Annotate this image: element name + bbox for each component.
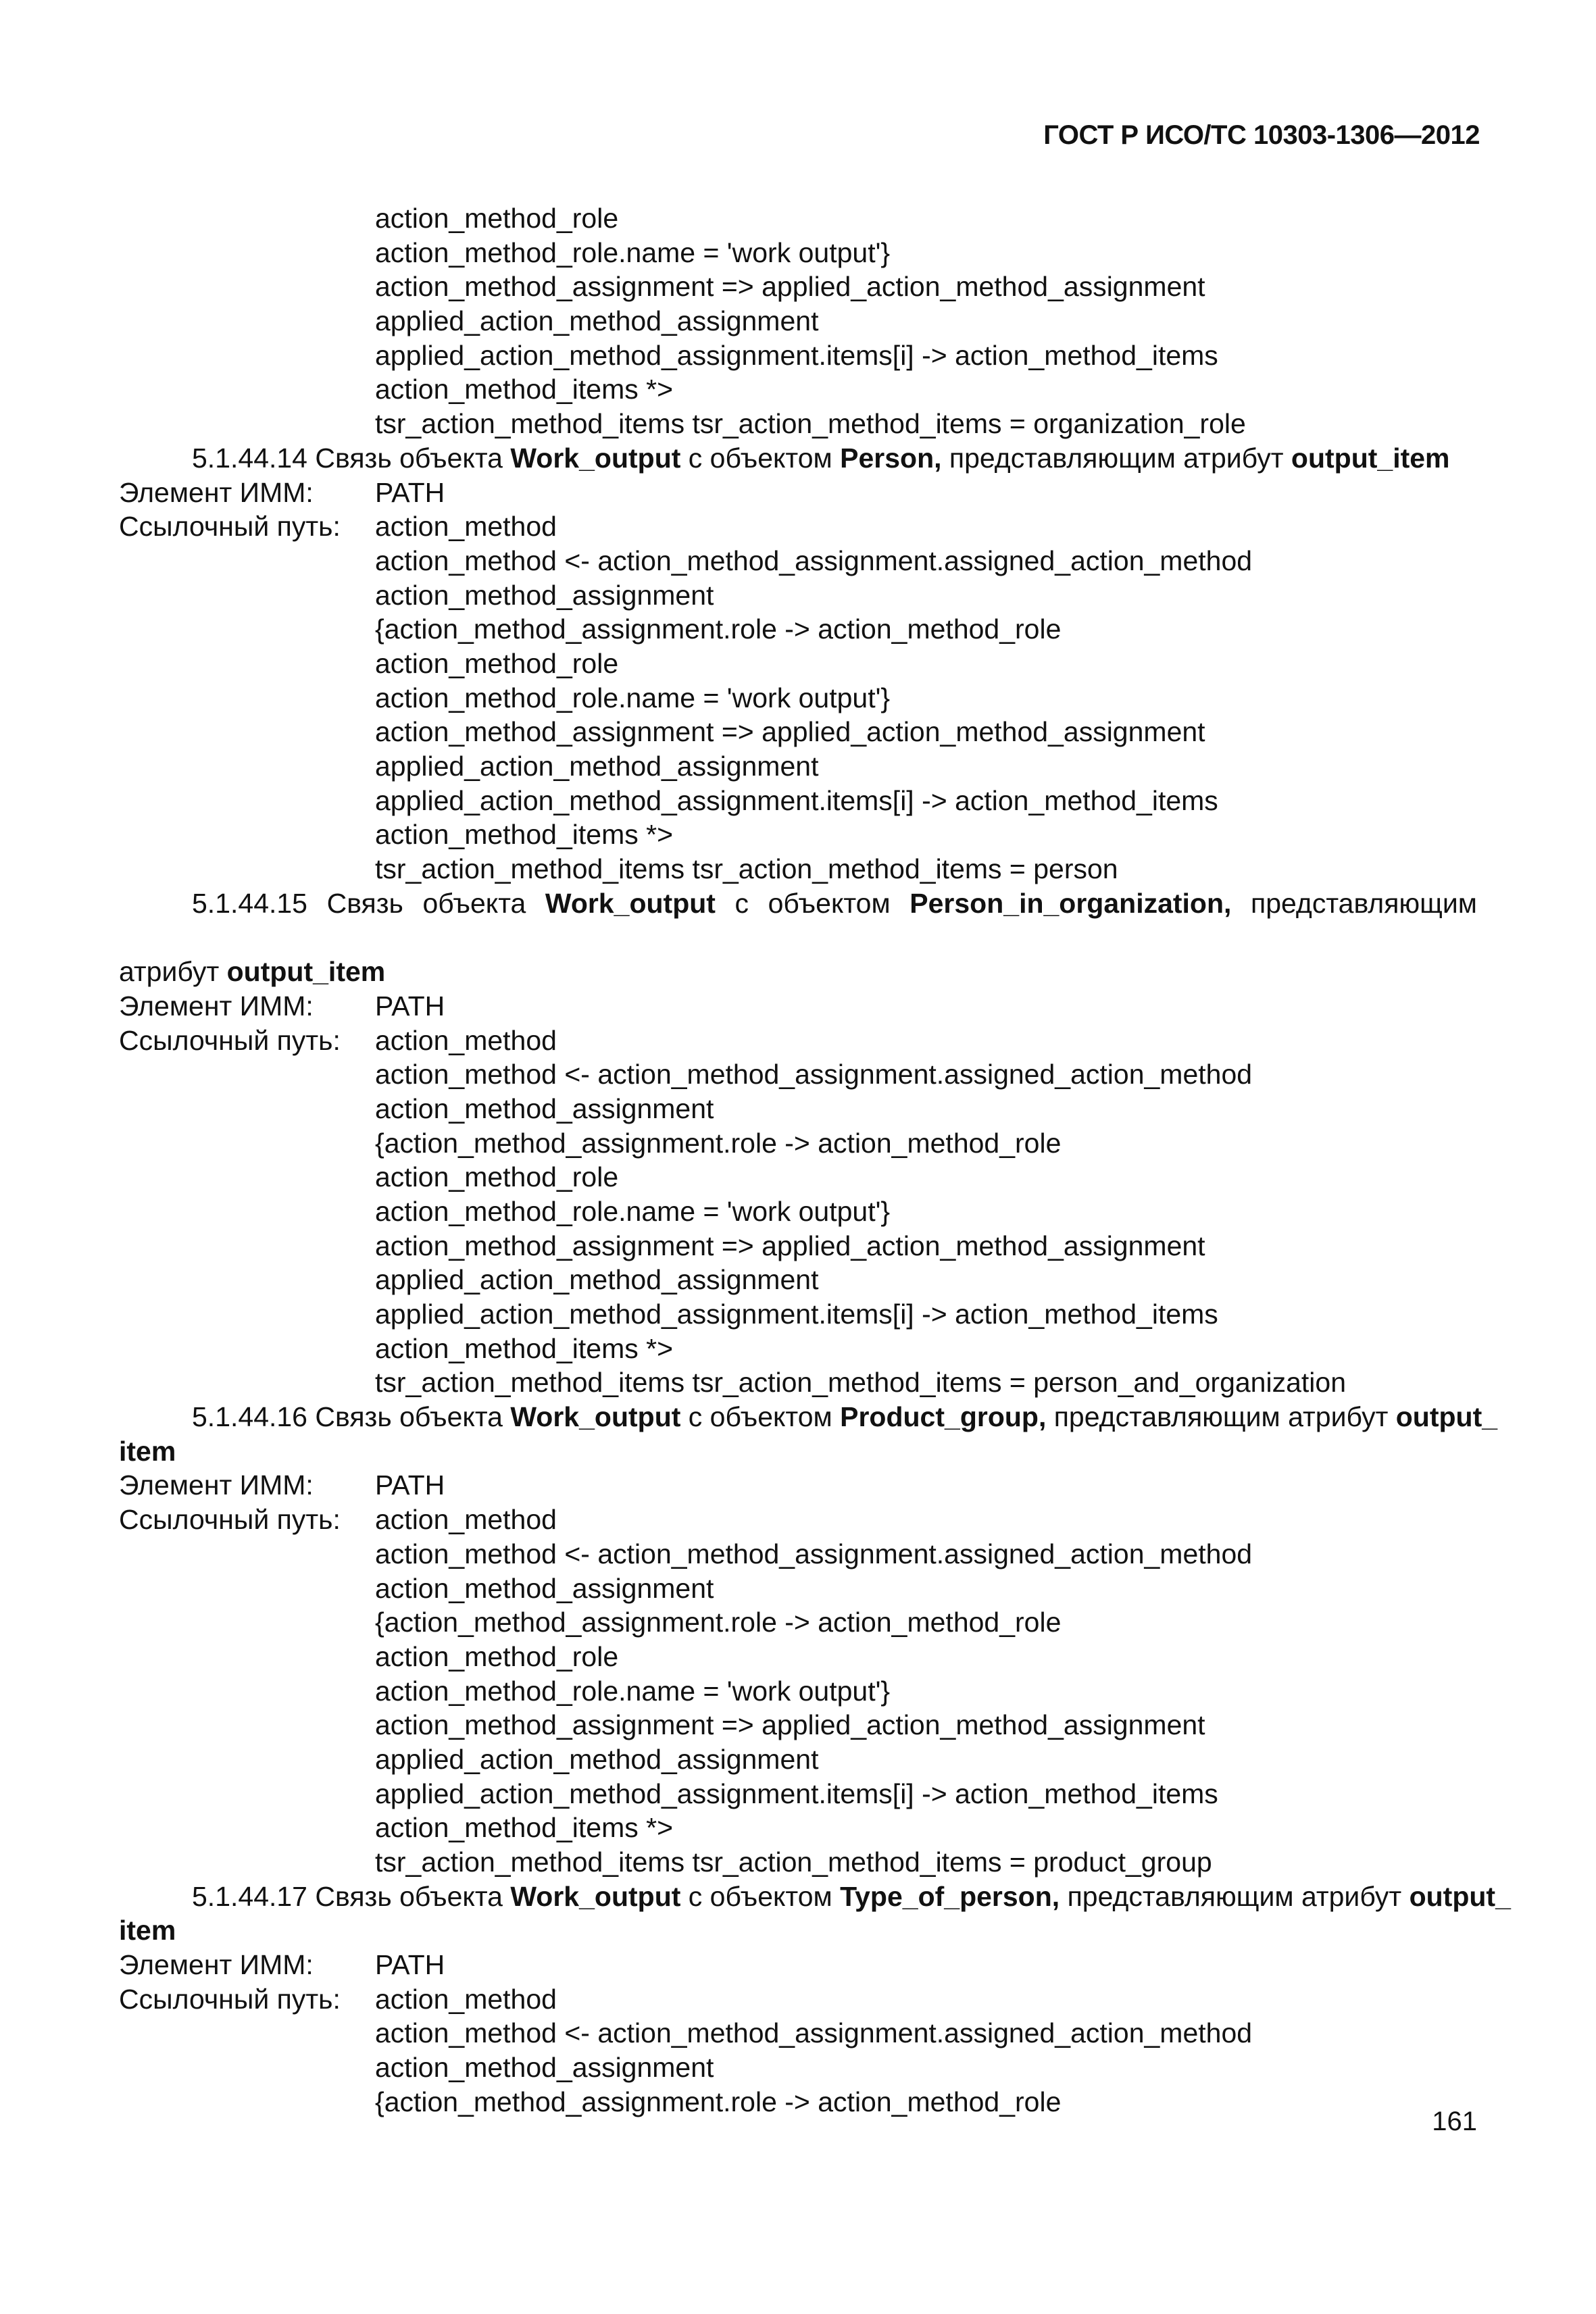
path-line: action_method_role.name = 'work output'}	[375, 236, 891, 268]
section-heading	[119, 886, 1477, 955]
heading-text: представляющим атрибут	[1046, 1401, 1396, 1433]
attribute-name-continuation: item	[119, 1915, 176, 1946]
path-line: applied_action_method_assignment	[375, 751, 819, 782]
element-label: Элемент ИММ:	[119, 476, 314, 508]
heading-text: представляющим	[1231, 887, 1477, 919]
ref-path-row	[119, 1982, 1477, 2017]
heading-continuation	[119, 1434, 1477, 1469]
path-line: applied_action_method_assignment.items[i] -> action_method_items	[375, 1778, 1218, 1809]
ref-path-label: Ссылочный путь:	[119, 1024, 341, 1056]
heading-continuation	[119, 1913, 1477, 1948]
path-line: action_method	[375, 1983, 557, 2015]
target-entity-name: Person_in_organization,	[909, 887, 1232, 919]
path-line: {action_method_assignment.role -> action_method_role	[375, 1607, 1062, 1638]
target-entity-name: Type_of_person,	[840, 1880, 1060, 1912]
section-5-1-44-14	[119, 441, 1477, 886]
element-value: PATH	[375, 990, 445, 1022]
heading-text: с объектом	[680, 442, 841, 474]
heading-text: представляющим атрибут	[941, 442, 1291, 474]
path-line: action_method_role.name = 'work output'}	[375, 1195, 891, 1227]
document-body	[119, 201, 1511, 2119]
heading-text: с объектом	[680, 1401, 841, 1433]
element-row	[119, 1468, 1477, 1503]
element-value: PATH	[375, 1469, 445, 1501]
attribute-name: output_	[1409, 1880, 1511, 1912]
path-line: applied_action_method_assignment.items[i] -> action_method_items	[375, 339, 1218, 371]
path-line: {action_method_assignment.role -> action_method_role	[375, 613, 1062, 645]
section-number: 5.1.44.16	[192, 1401, 307, 1433]
path-line: action_method <- action_method_assignment.assigned_action_method	[375, 1059, 1253, 1090]
section-5-1-44-17	[119, 1880, 1511, 2119]
path-line: applied_action_method_assignment	[375, 1743, 819, 1775]
element-value: PATH	[375, 476, 445, 508]
path-line: action_method_assignment => applied_action_method_assignment	[375, 1230, 1205, 1261]
standard-header: ГОСТ Р ИСО/ТС 10303-1306—2012	[1043, 120, 1480, 150]
section-number: 5.1.44.17	[192, 1880, 307, 1912]
path-line: action_method	[375, 511, 557, 543]
entity-name: Work_output	[510, 1401, 681, 1433]
element-row	[119, 476, 1477, 510]
ref-path-label: Ссылочный путь:	[119, 1504, 341, 1536]
path-line: action_method_role	[375, 1640, 619, 1672]
path-line: action_method_items *>	[375, 819, 674, 851]
path-line: applied_action_method_assignment.items[i] -> action_method_items	[375, 1299, 1218, 1330]
path-line: applied_action_method_assignment	[375, 1264, 819, 1296]
ref-path-label: Ссылочный путь:	[119, 511, 341, 543]
section-number: 5.1.44.14	[192, 442, 307, 474]
path-line: tsr_action_method_items tsr_action_method_items = organization_role	[375, 408, 1246, 440]
heading-continuation	[119, 955, 1477, 989]
section-heading	[119, 1400, 1498, 1434]
path-line: action_method_role.name = 'work output'}	[375, 682, 891, 713]
ref-path-label: Ссылочный путь:	[119, 1983, 341, 2015]
path-line: action_method	[375, 1024, 557, 1056]
element-label: Элемент ИММ:	[119, 1949, 314, 1981]
element-label: Элемент ИММ:	[119, 1469, 314, 1501]
section-number: 5.1.44.15	[192, 887, 307, 919]
page-number: 161	[1432, 2107, 1477, 2136]
path-line: action_method_items *>	[375, 1332, 674, 1364]
path-line: action_method_assignment => applied_action_method_assignment	[375, 716, 1205, 748]
ref-path-row	[119, 509, 1477, 544]
path-line: action_method_assignment => applied_action_method_assignment	[375, 1709, 1205, 1741]
path-line: {action_method_assignment.role -> action_method_role	[375, 2086, 1062, 2117]
path-line: tsr_action_method_items tsr_action_method_items = person_and_organization	[375, 1367, 1347, 1399]
element-value: PATH	[375, 1949, 445, 1981]
path-line: action_method_role	[375, 203, 619, 234]
target-entity-name: Product_group,	[840, 1401, 1047, 1433]
element-row	[119, 989, 1477, 1024]
path-line: action_method_items *>	[375, 1812, 674, 1844]
attribute-name: output_	[1395, 1401, 1498, 1433]
element-label: Элемент ИММ:	[119, 990, 314, 1022]
entity-name: Work_output	[510, 442, 681, 474]
path-line: action_method_role.name = 'work output'}	[375, 1675, 891, 1707]
section-heading	[119, 1880, 1511, 1914]
path-line: applied_action_method_assignment.items[i] -> action_method_items	[375, 784, 1218, 816]
section-5-1-44-16	[119, 1400, 1498, 1880]
section-5-1-44-15	[119, 886, 1477, 1400]
path-line: action_method <- action_method_assignment.assigned_action_method	[375, 545, 1253, 576]
attribute-name: output_item	[1291, 442, 1450, 474]
path-line: action_method_role	[375, 647, 619, 679]
path-line: action_method_role	[375, 1161, 619, 1193]
attribute-name-continuation: item	[119, 1435, 176, 1467]
heading-text: представляющим атрибут	[1059, 1880, 1410, 1912]
attribute-name: output_item	[226, 956, 386, 988]
path-line: {action_method_assignment.role -> action_method_role	[375, 1127, 1062, 1159]
entity-name: Work_output	[545, 887, 716, 919]
heading-text: атрибут	[119, 956, 227, 988]
element-row	[119, 1948, 1477, 1982]
heading-text: Связь объекта	[307, 1401, 511, 1433]
path-line: tsr_action_method_items tsr_action_method_items = product_group	[375, 1846, 1212, 1878]
path-line: action_method_assignment => applied_action_method_assignment	[375, 271, 1205, 303]
heading-text: с объектом	[715, 887, 910, 919]
entity-name: Work_output	[510, 1880, 681, 1912]
heading-text: с объектом	[680, 1880, 841, 1912]
path-line: action_method_items *>	[375, 374, 674, 405]
path-line: action_method_assignment	[375, 579, 714, 611]
heading-text: Связь объекта	[307, 442, 511, 474]
section-top-continuation	[119, 201, 1477, 441]
path-line: action_method_assignment	[375, 1572, 714, 1604]
ref-path-row	[119, 1024, 1477, 1058]
path-line: action_method_assignment	[375, 2052, 714, 2084]
heading-text: Связь объекта	[307, 887, 545, 919]
target-entity-name: Person,	[840, 442, 942, 474]
path-line: action_method <- action_method_assignment.assigned_action_method	[375, 1538, 1253, 1569]
section-heading	[119, 441, 1477, 476]
path-line: action_method	[375, 1504, 557, 1536]
path-line: applied_action_method_assignment	[375, 305, 819, 337]
heading-text: Связь объекта	[307, 1880, 511, 1912]
path-line: tsr_action_method_items tsr_action_method_items = person	[375, 853, 1118, 885]
path-line: action_method <- action_method_assignment.assigned_action_method	[375, 2017, 1253, 2049]
ref-path-row	[119, 1503, 1477, 1537]
path-line: action_method_assignment	[375, 1092, 714, 1124]
